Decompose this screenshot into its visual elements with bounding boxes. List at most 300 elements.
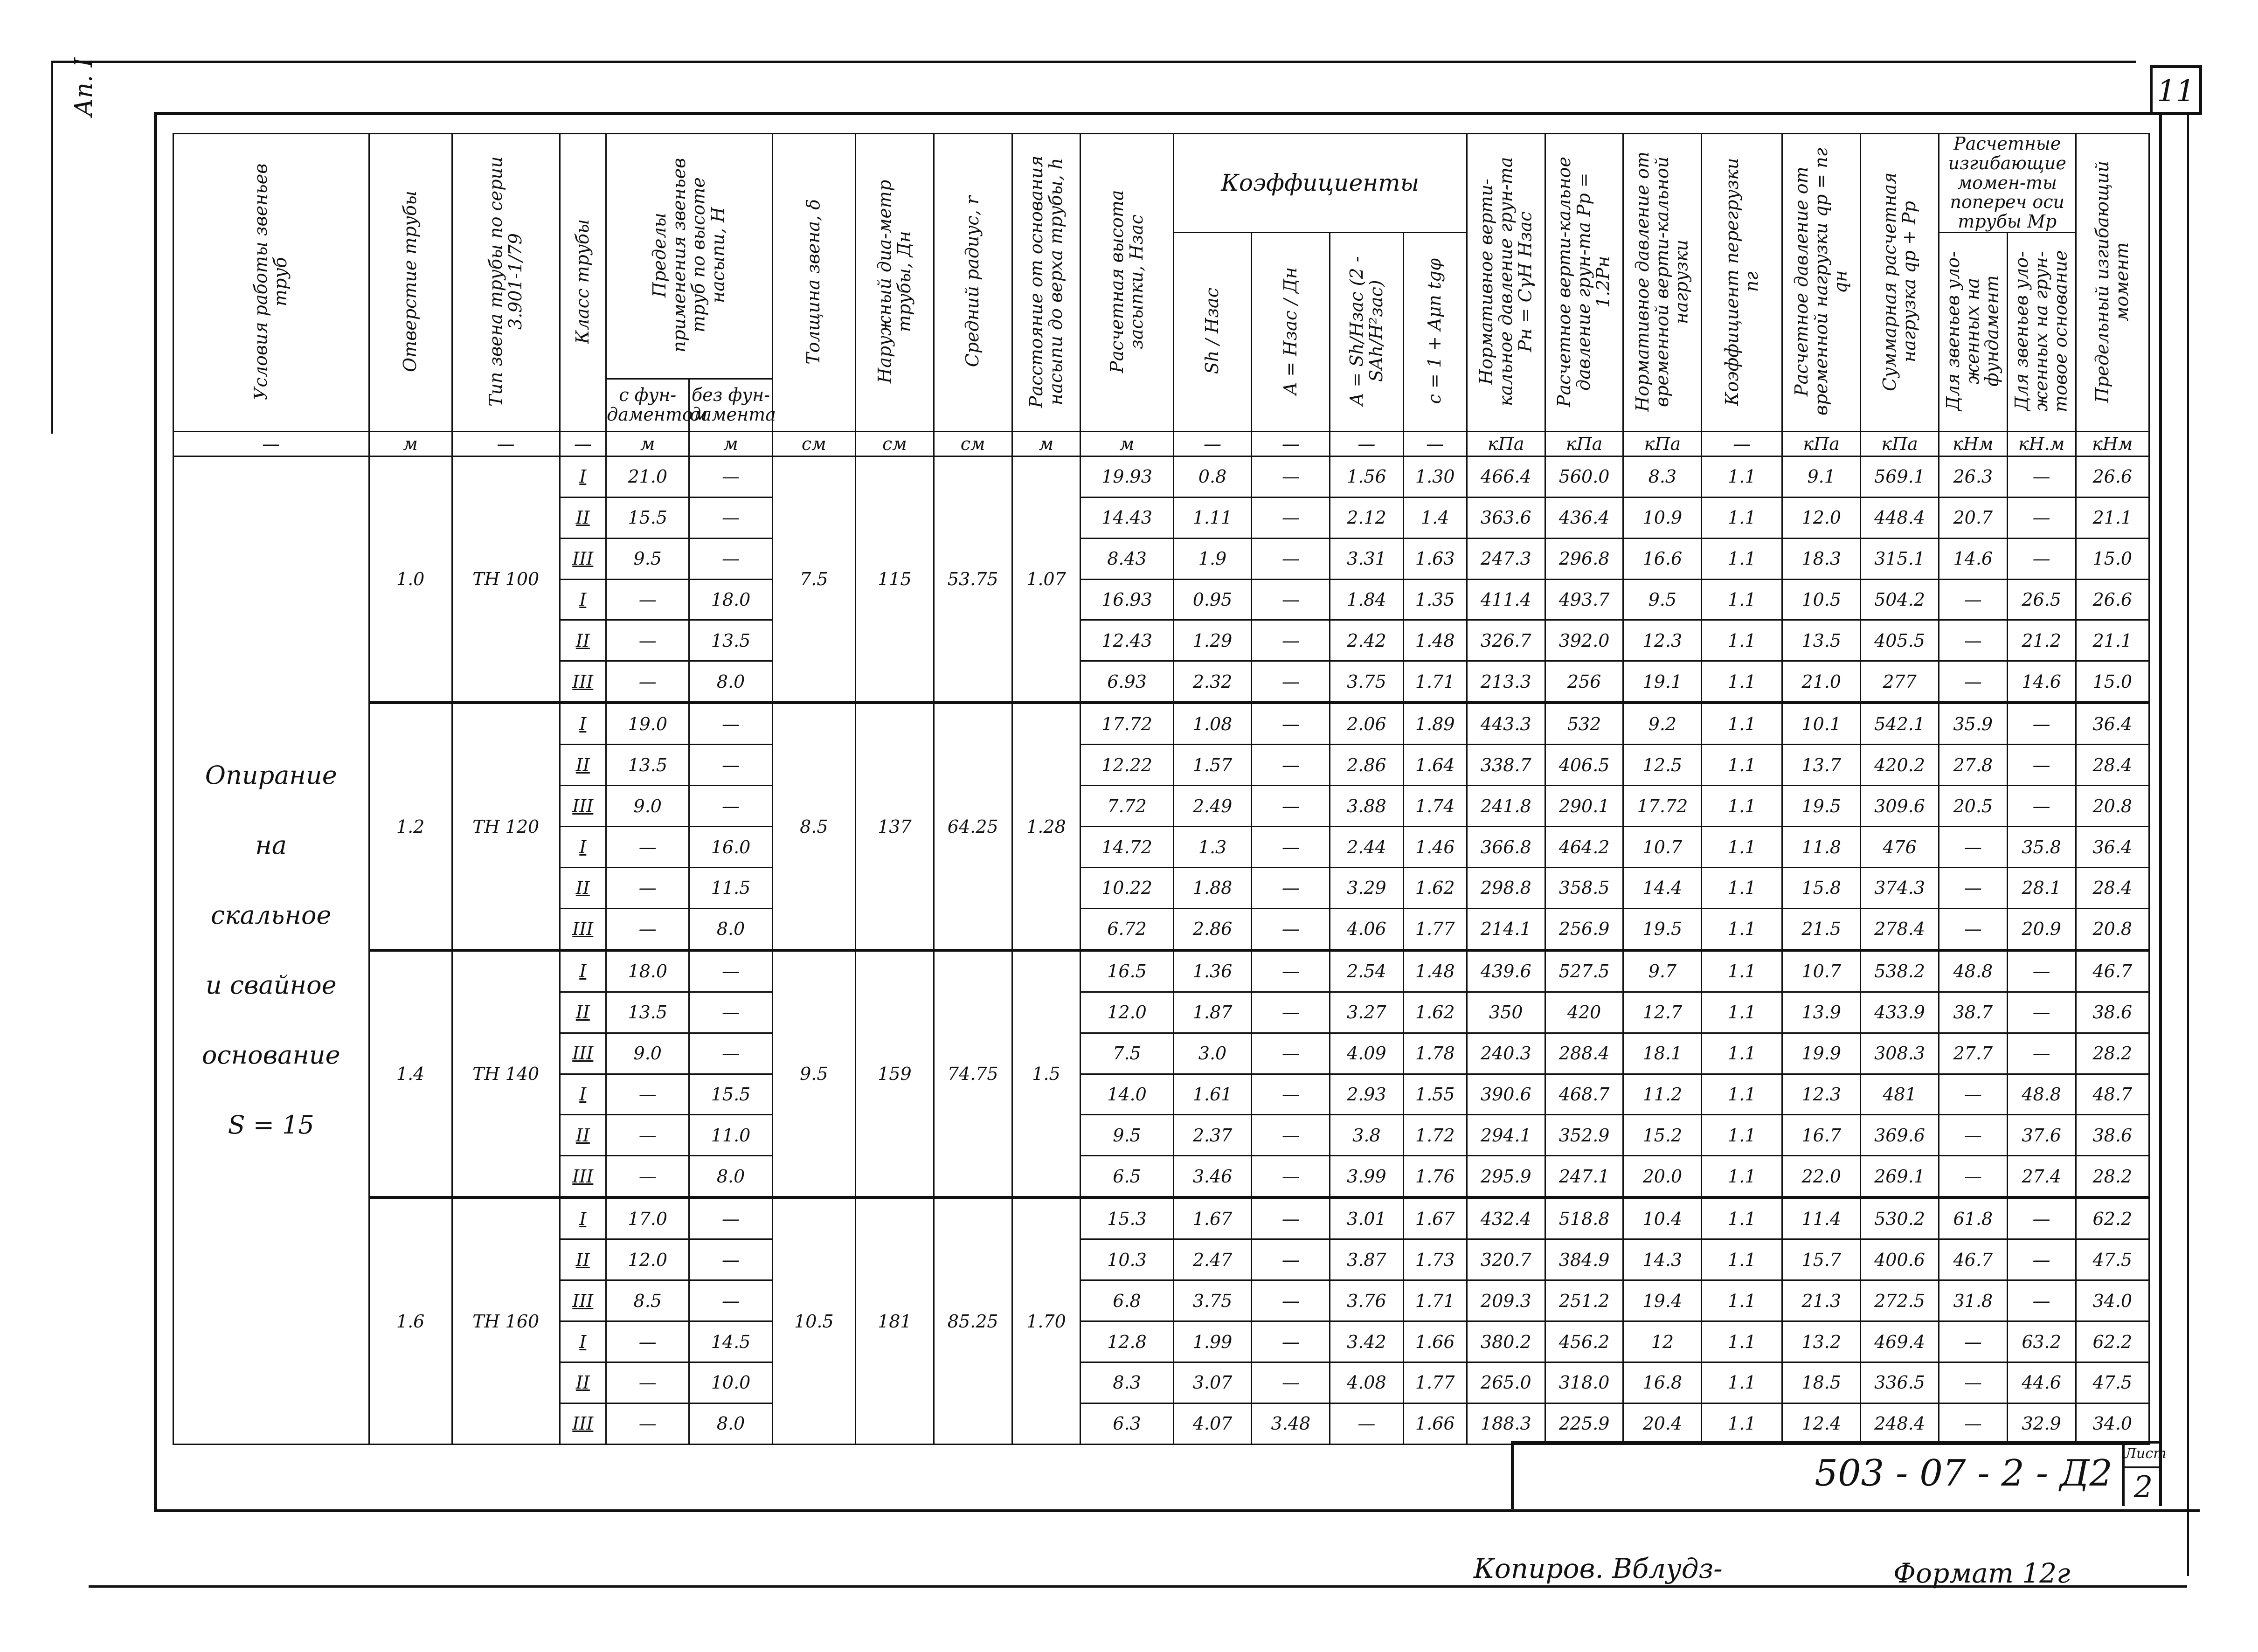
limit-with-cell: 9.5 <box>606 538 689 579</box>
value-cell: 308.3 <box>1861 1033 1939 1074</box>
value-cell: 9.2 <box>1623 703 1702 745</box>
value-cell: 1.1 <box>1702 786 1782 827</box>
value-cell: 420.2 <box>1861 745 1939 786</box>
header-limits-with: с фун-даментом <box>606 379 689 431</box>
unit-cell: кПа <box>1782 431 1861 456</box>
value-cell: 48.8 <box>2007 1074 2076 1115</box>
value-cell: 1.64 <box>1403 745 1467 786</box>
header-mean-radius: Средний радиус, r <box>934 134 1012 432</box>
unit-cell: кН.м <box>2007 431 2076 456</box>
left-border-line <box>51 61 53 434</box>
value-cell: 10.7 <box>1782 950 1861 992</box>
value-cell: 1.1 <box>1702 1239 1782 1280</box>
value-cell: 527.5 <box>1545 950 1623 992</box>
bottom-border-line <box>89 1585 2187 1588</box>
value-cell: — <box>1252 661 1330 703</box>
header-limit-moment: Предельный изгибающий момент <box>2076 134 2149 432</box>
calculation-table <box>173 133 2150 1445</box>
limit-with-cell: 13.5 <box>606 745 689 786</box>
value-cell: 20.5 <box>1939 786 2007 827</box>
limit-without-cell: 15.5 <box>689 1074 772 1115</box>
value-cell: 14.0 <box>1081 1074 1173 1115</box>
value-cell: 20.8 <box>2076 908 2149 950</box>
drawing-frame-right <box>2159 112 2162 1506</box>
unit-cell: см <box>855 431 934 456</box>
value-cell: — <box>2007 1033 2076 1074</box>
value-cell: 0.95 <box>1173 579 1252 620</box>
value-cell: — <box>1252 1362 1330 1403</box>
value-cell: 1.1 <box>1702 620 1782 661</box>
value-cell: 256.9 <box>1545 908 1623 950</box>
page-number: 11 <box>2150 65 2202 115</box>
header-calc-height: Расчетная высота засыпки, Hзас <box>1081 134 1173 432</box>
value-cell: 2.86 <box>1173 908 1252 950</box>
limit-without-cell: — <box>689 1280 772 1321</box>
value-cell: — <box>1252 1074 1330 1115</box>
distance-cell: 1.28 <box>1012 703 1081 950</box>
value-cell: 468.7 <box>1545 1074 1623 1115</box>
value-cell: 336.5 <box>1861 1362 1939 1403</box>
value-cell: — <box>2007 1239 2076 1280</box>
value-cell: 13.5 <box>1782 620 1861 661</box>
value-cell: 392.0 <box>1545 620 1623 661</box>
value-cell: — <box>2007 1197 2076 1239</box>
value-cell: 19.4 <box>1623 1280 1702 1321</box>
value-cell: — <box>1939 1115 2007 1156</box>
table-row <box>173 950 2149 992</box>
value-cell: 3.99 <box>1330 1156 1403 1198</box>
limit-without-cell: — <box>689 1197 772 1239</box>
class-cell: II <box>560 745 606 786</box>
value-cell: 443.3 <box>1467 703 1545 745</box>
value-cell: 16.8 <box>1623 1362 1702 1403</box>
value-cell: 384.9 <box>1545 1239 1623 1280</box>
value-cell: 1.11 <box>1173 497 1252 538</box>
unit-cell: кНм <box>2076 431 2149 456</box>
value-cell: — <box>1252 950 1330 992</box>
table-row <box>173 1197 2149 1239</box>
value-cell: 19.93 <box>1081 456 1173 497</box>
distance-cell: 1.07 <box>1012 456 1081 703</box>
diameter-cell: 137 <box>855 703 934 950</box>
unit-cell: кПа <box>1467 431 1545 456</box>
value-cell: 14.4 <box>1623 867 1702 908</box>
value-cell: 3.76 <box>1330 1280 1403 1321</box>
value-cell: 1.78 <box>1403 1033 1467 1074</box>
value-cell: 10.7 <box>1623 827 1702 868</box>
value-cell: — <box>1252 1197 1330 1239</box>
value-cell: 62.2 <box>2076 1321 2149 1362</box>
value-cell: 213.3 <box>1467 661 1545 703</box>
value-cell: 16.6 <box>1623 538 1702 579</box>
value-cell: 13.9 <box>1782 992 1861 1033</box>
value-cell: 12.22 <box>1081 745 1173 786</box>
value-cell: — <box>1939 867 2007 908</box>
class-cell: II <box>560 1239 606 1280</box>
value-cell: 1.56 <box>1330 456 1403 497</box>
value-cell: 369.6 <box>1861 1115 1939 1156</box>
value-cell: 1.77 <box>1403 1362 1467 1403</box>
value-cell: 1.1 <box>1702 579 1782 620</box>
value-cell: 1.66 <box>1403 1321 1467 1362</box>
limit-without-cell: — <box>689 1239 772 1280</box>
value-cell: 476 <box>1861 827 1939 868</box>
value-cell: 296.8 <box>1545 538 1623 579</box>
value-cell: — <box>1252 992 1330 1033</box>
limit-without-cell: 18.0 <box>689 579 772 620</box>
value-cell: 436.4 <box>1545 497 1623 538</box>
value-cell: 22.0 <box>1782 1156 1861 1198</box>
class-cell: II <box>560 992 606 1033</box>
value-cell: 1.29 <box>1173 620 1252 661</box>
value-cell: 3.75 <box>1330 661 1403 703</box>
value-cell: — <box>1252 827 1330 868</box>
value-cell: 27.8 <box>1939 745 2007 786</box>
value-cell: 15.8 <box>1782 867 1861 908</box>
value-cell: 504.2 <box>1861 579 1939 620</box>
value-cell: 46.7 <box>1939 1239 2007 1280</box>
value-cell: 9.5 <box>1623 579 1702 620</box>
value-cell: 1.63 <box>1403 538 1467 579</box>
header-distance: Расстояние от основания насыпи до верха трубы, h <box>1012 134 1081 432</box>
header-type: Тип звена трубы по серии 3.901-1/79 <box>452 134 560 432</box>
value-cell: — <box>2007 745 2076 786</box>
value-cell: 14.3 <box>1623 1239 1702 1280</box>
value-cell: 16.5 <box>1081 950 1173 992</box>
value-cell: 209.3 <box>1467 1280 1545 1321</box>
value-cell: 6.8 <box>1081 1280 1173 1321</box>
value-cell: 320.7 <box>1467 1239 1545 1280</box>
header-class: Класс трубы <box>560 134 606 432</box>
value-cell: 1.1 <box>1702 1033 1782 1074</box>
value-cell: 12.0 <box>1081 992 1173 1033</box>
limit-without-cell: — <box>689 745 772 786</box>
limit-without-cell: — <box>689 992 772 1033</box>
limit-without-cell: — <box>689 703 772 745</box>
value-cell: — <box>1330 1403 1403 1444</box>
value-cell: 277 <box>1861 661 1939 703</box>
thickness-cell: 7.5 <box>772 456 855 703</box>
limit-without-cell: 8.0 <box>689 661 772 703</box>
value-cell: — <box>1252 1115 1330 1156</box>
value-cell: 32.9 <box>2007 1403 2076 1444</box>
value-cell: 3.29 <box>1330 867 1403 908</box>
value-cell: 1.62 <box>1403 867 1467 908</box>
limit-with-cell: 9.0 <box>606 786 689 827</box>
limit-without-cell: 11.0 <box>689 1115 772 1156</box>
value-cell: 38.6 <box>2076 1115 2149 1156</box>
value-cell: 1.88 <box>1173 867 1252 908</box>
value-cell: 420 <box>1545 992 1623 1033</box>
value-cell: 6.5 <box>1081 1156 1173 1198</box>
value-cell: 12.5 <box>1623 745 1702 786</box>
value-cell: 432.4 <box>1467 1197 1545 1239</box>
value-cell: 1.1 <box>1702 661 1782 703</box>
class-cell: I <box>560 950 606 992</box>
value-cell: 3.42 <box>1330 1321 1403 1362</box>
value-cell: 19.5 <box>1782 786 1861 827</box>
value-cell: 1.48 <box>1403 950 1467 992</box>
value-cell: 6.93 <box>1081 661 1173 703</box>
value-cell: 1.48 <box>1403 620 1467 661</box>
value-cell: — <box>1939 1362 2007 1403</box>
value-cell: 1.1 <box>1702 867 1782 908</box>
value-cell: 28.2 <box>2076 1033 2149 1074</box>
value-cell: 20.9 <box>2007 908 2076 950</box>
header-calc-vertical: Расчетное верти-кальное давление грун-та Pp = 1.2Pн <box>1545 134 1623 432</box>
sheet-label: Лист <box>2125 1441 2162 1468</box>
distance-cell: 1.70 <box>1012 1197 1081 1444</box>
value-cell: 1.3 <box>1173 827 1252 868</box>
value-cell: 12.7 <box>1623 992 1702 1033</box>
value-cell: 10.3 <box>1081 1239 1173 1280</box>
value-cell: 15.7 <box>1782 1239 1861 1280</box>
value-cell: 240.3 <box>1467 1033 1545 1074</box>
value-cell: — <box>1252 867 1330 908</box>
value-cell: 7.5 <box>1081 1033 1173 1074</box>
header-conditions: Условия работы звеньев труб <box>173 134 369 432</box>
value-cell: 3.07 <box>1173 1362 1252 1403</box>
value-cell: 14.6 <box>1939 538 2007 579</box>
value-cell: 44.6 <box>2007 1362 2076 1403</box>
header-overload: Коэффициент перегрузки nг <box>1702 134 1782 432</box>
value-cell: 1.1 <box>1702 1115 1782 1156</box>
limit-with-cell: — <box>606 1321 689 1362</box>
value-cell: 1.1 <box>1702 538 1782 579</box>
limit-with-cell: 17.0 <box>606 1197 689 1239</box>
table-row <box>173 456 2149 497</box>
unit-cell: кНм <box>1939 431 2007 456</box>
value-cell: 36.4 <box>2076 703 2149 745</box>
value-cell: 3.8 <box>1330 1115 1403 1156</box>
limit-with-cell: — <box>606 1074 689 1115</box>
value-cell: 6.72 <box>1081 908 1173 950</box>
value-cell: — <box>2007 497 2076 538</box>
header-calc-temporary: Расчетное давление от временной нагрузки qр = nг qн <box>1782 134 1861 432</box>
value-cell: 12.8 <box>1081 1321 1173 1362</box>
value-cell: 15.0 <box>2076 661 2149 703</box>
limit-with-cell: — <box>606 620 689 661</box>
value-cell: 10.5 <box>1782 579 1861 620</box>
value-cell: 18.3 <box>1782 538 1861 579</box>
header-norm-temporary: Нормативное давление от временной верти-кальной нагрузки <box>1623 134 1702 432</box>
value-cell: — <box>1252 745 1330 786</box>
value-cell: 406.5 <box>1545 745 1623 786</box>
value-cell: 15.2 <box>1623 1115 1702 1156</box>
value-cell: 8.3 <box>1081 1362 1173 1403</box>
value-cell: 12 <box>1623 1321 1702 1362</box>
value-cell: 256 <box>1545 661 1623 703</box>
value-cell: 1.1 <box>1702 827 1782 868</box>
value-cell: 1.67 <box>1403 1197 1467 1239</box>
class-cell: III <box>560 1033 606 1074</box>
value-cell: 1.1 <box>1702 1362 1782 1403</box>
value-cell: 1.1 <box>1702 992 1782 1033</box>
value-cell: 326.7 <box>1467 620 1545 661</box>
conditions-cell <box>173 456 369 1444</box>
value-cell: 21.5 <box>1782 908 1861 950</box>
class-cell: III <box>560 786 606 827</box>
limit-with-cell: 15.5 <box>606 497 689 538</box>
value-cell: 26.6 <box>2076 456 2149 497</box>
class-cell: III <box>560 1403 606 1444</box>
header-thickness: Толщина звена, δ <box>772 134 855 432</box>
value-cell: 1.57 <box>1173 745 1252 786</box>
type-cell: ТН 140 <box>452 950 560 1198</box>
value-cell: 15.3 <box>1081 1197 1173 1239</box>
value-cell: 2.06 <box>1330 703 1403 745</box>
value-cell: 265.0 <box>1467 1362 1545 1403</box>
value-cell: 1.61 <box>1173 1074 1252 1115</box>
value-cell: 1.72 <box>1403 1115 1467 1156</box>
value-cell: — <box>1252 1033 1330 1074</box>
value-cell: 3.31 <box>1330 538 1403 579</box>
value-cell: 272.5 <box>1861 1280 1939 1321</box>
limit-without-cell: 8.0 <box>689 908 772 950</box>
unit-cell: м <box>606 431 689 456</box>
diameter-cell: 159 <box>855 950 934 1198</box>
limit-without-cell: — <box>689 538 772 579</box>
value-cell: 34.0 <box>2076 1280 2149 1321</box>
value-cell: — <box>1939 620 2007 661</box>
value-cell: 248.4 <box>1861 1403 1939 1444</box>
value-cell: — <box>1252 786 1330 827</box>
value-cell: 47.5 <box>2076 1239 2149 1280</box>
value-cell: 2.42 <box>1330 620 1403 661</box>
value-cell: — <box>1939 827 2007 868</box>
value-cell: 456.2 <box>1545 1321 1623 1362</box>
value-cell: 439.6 <box>1467 950 1545 992</box>
value-cell: 2.37 <box>1173 1115 1252 1156</box>
value-cell: 27.7 <box>1939 1033 2007 1074</box>
value-cell: 4.08 <box>1330 1362 1403 1403</box>
value-cell: 26.5 <box>2007 579 2076 620</box>
value-cell: — <box>1939 1074 2007 1115</box>
limit-with-cell: — <box>606 579 689 620</box>
value-cell: 2.12 <box>1330 497 1403 538</box>
value-cell: — <box>1252 538 1330 579</box>
value-cell: 1.1 <box>1702 456 1782 497</box>
conditions-line: и свайное <box>205 970 337 1000</box>
header-opening: Отверстие трубы <box>369 134 452 432</box>
value-cell: 19.9 <box>1782 1033 1861 1074</box>
value-cell: 288.4 <box>1545 1033 1623 1074</box>
value-cell: — <box>1252 579 1330 620</box>
value-cell: 1.1 <box>1702 1403 1782 1444</box>
radius-cell: 64.25 <box>934 703 1012 950</box>
value-cell: 569.1 <box>1861 456 1939 497</box>
value-cell: 4.06 <box>1330 908 1403 950</box>
class-cell: I <box>560 456 606 497</box>
distance-cell: 1.5 <box>1012 950 1081 1198</box>
value-cell: 14.43 <box>1081 497 1173 538</box>
value-cell: 21.1 <box>2076 497 2149 538</box>
conditions-line: Опирание <box>205 760 337 790</box>
radius-cell: 74.75 <box>934 950 1012 1198</box>
value-cell: 47.5 <box>2076 1362 2149 1403</box>
type-cell: ТН 120 <box>452 703 560 950</box>
value-cell: 26.6 <box>2076 579 2149 620</box>
table-body <box>173 456 2149 1444</box>
value-cell: 19.1 <box>1623 661 1702 703</box>
value-cell: 247.3 <box>1467 538 1545 579</box>
limit-with-cell: — <box>606 827 689 868</box>
value-cell: — <box>1252 497 1330 538</box>
value-cell: 20.4 <box>1623 1403 1702 1444</box>
limit-with-cell: — <box>606 661 689 703</box>
value-cell: 294.1 <box>1467 1115 1545 1156</box>
unit-cell: — <box>1702 431 1782 456</box>
value-cell: 411.4 <box>1467 579 1545 620</box>
value-cell: 21.1 <box>2076 620 2149 661</box>
thickness-cell: 10.5 <box>772 1197 855 1444</box>
value-cell: 1.73 <box>1403 1239 1467 1280</box>
value-cell: 46.7 <box>2076 950 2149 992</box>
value-cell: 12.0 <box>1782 497 1861 538</box>
value-cell: 13.2 <box>1782 1321 1861 1362</box>
value-cell: 9.1 <box>1782 456 1861 497</box>
value-cell: — <box>2007 538 2076 579</box>
value-cell: 518.8 <box>1545 1197 1623 1239</box>
value-cell: 1.71 <box>1403 661 1467 703</box>
value-cell: 63.2 <box>2007 1321 2076 1362</box>
class-cell: II <box>560 1115 606 1156</box>
limit-with-cell: — <box>606 1362 689 1403</box>
value-cell: 2.54 <box>1330 950 1403 992</box>
value-cell: 481 <box>1861 1074 1939 1115</box>
value-cell: 3.46 <box>1173 1156 1252 1198</box>
value-cell: 11.2 <box>1623 1074 1702 1115</box>
value-cell: 13.7 <box>1782 745 1861 786</box>
value-cell: 358.5 <box>1545 867 1623 908</box>
value-cell: 1.89 <box>1403 703 1467 745</box>
value-cell: 225.9 <box>1545 1403 1623 1444</box>
diameter-cell: 181 <box>855 1197 934 1444</box>
value-cell: 466.4 <box>1467 456 1545 497</box>
class-cell: II <box>560 1362 606 1403</box>
header-outer-diameter: Наружный диа-метр трубы, Дн <box>855 134 934 432</box>
class-cell: III <box>560 908 606 950</box>
value-cell: 214.1 <box>1467 908 1545 950</box>
value-cell: 309.6 <box>1861 786 1939 827</box>
unit-cell: м <box>369 431 452 456</box>
limit-without-cell: — <box>689 786 772 827</box>
opening-cell: 1.2 <box>369 703 452 950</box>
limit-with-cell: 12.0 <box>606 1239 689 1280</box>
unit-cell: кПа <box>1623 431 1702 456</box>
value-cell: 3.27 <box>1330 992 1403 1033</box>
value-cell: 19.5 <box>1623 908 1702 950</box>
value-cell: 20.7 <box>1939 497 2007 538</box>
limit-with-cell: 8.5 <box>606 1280 689 1321</box>
value-cell: 11.8 <box>1782 827 1861 868</box>
unit-cell: м <box>1012 431 1081 456</box>
unit-cell: — <box>1403 431 1467 456</box>
value-cell: — <box>1252 703 1330 745</box>
value-cell: 8.3 <box>1623 456 1702 497</box>
unit-cell: кПа <box>1545 431 1623 456</box>
value-cell: 20.8 <box>2076 786 2149 827</box>
value-cell: 1.1 <box>1702 1321 1782 1362</box>
value-cell: 14.6 <box>2007 661 2076 703</box>
value-cell: 0.8 <box>1173 456 1252 497</box>
value-cell: 269.1 <box>1861 1156 1939 1198</box>
value-cell: 38.6 <box>2076 992 2149 1033</box>
value-cell: 1.74 <box>1403 786 1467 827</box>
value-cell: 2.93 <box>1330 1074 1403 1115</box>
value-cell: 542.1 <box>1861 703 1939 745</box>
value-cell: 1.76 <box>1403 1156 1467 1198</box>
